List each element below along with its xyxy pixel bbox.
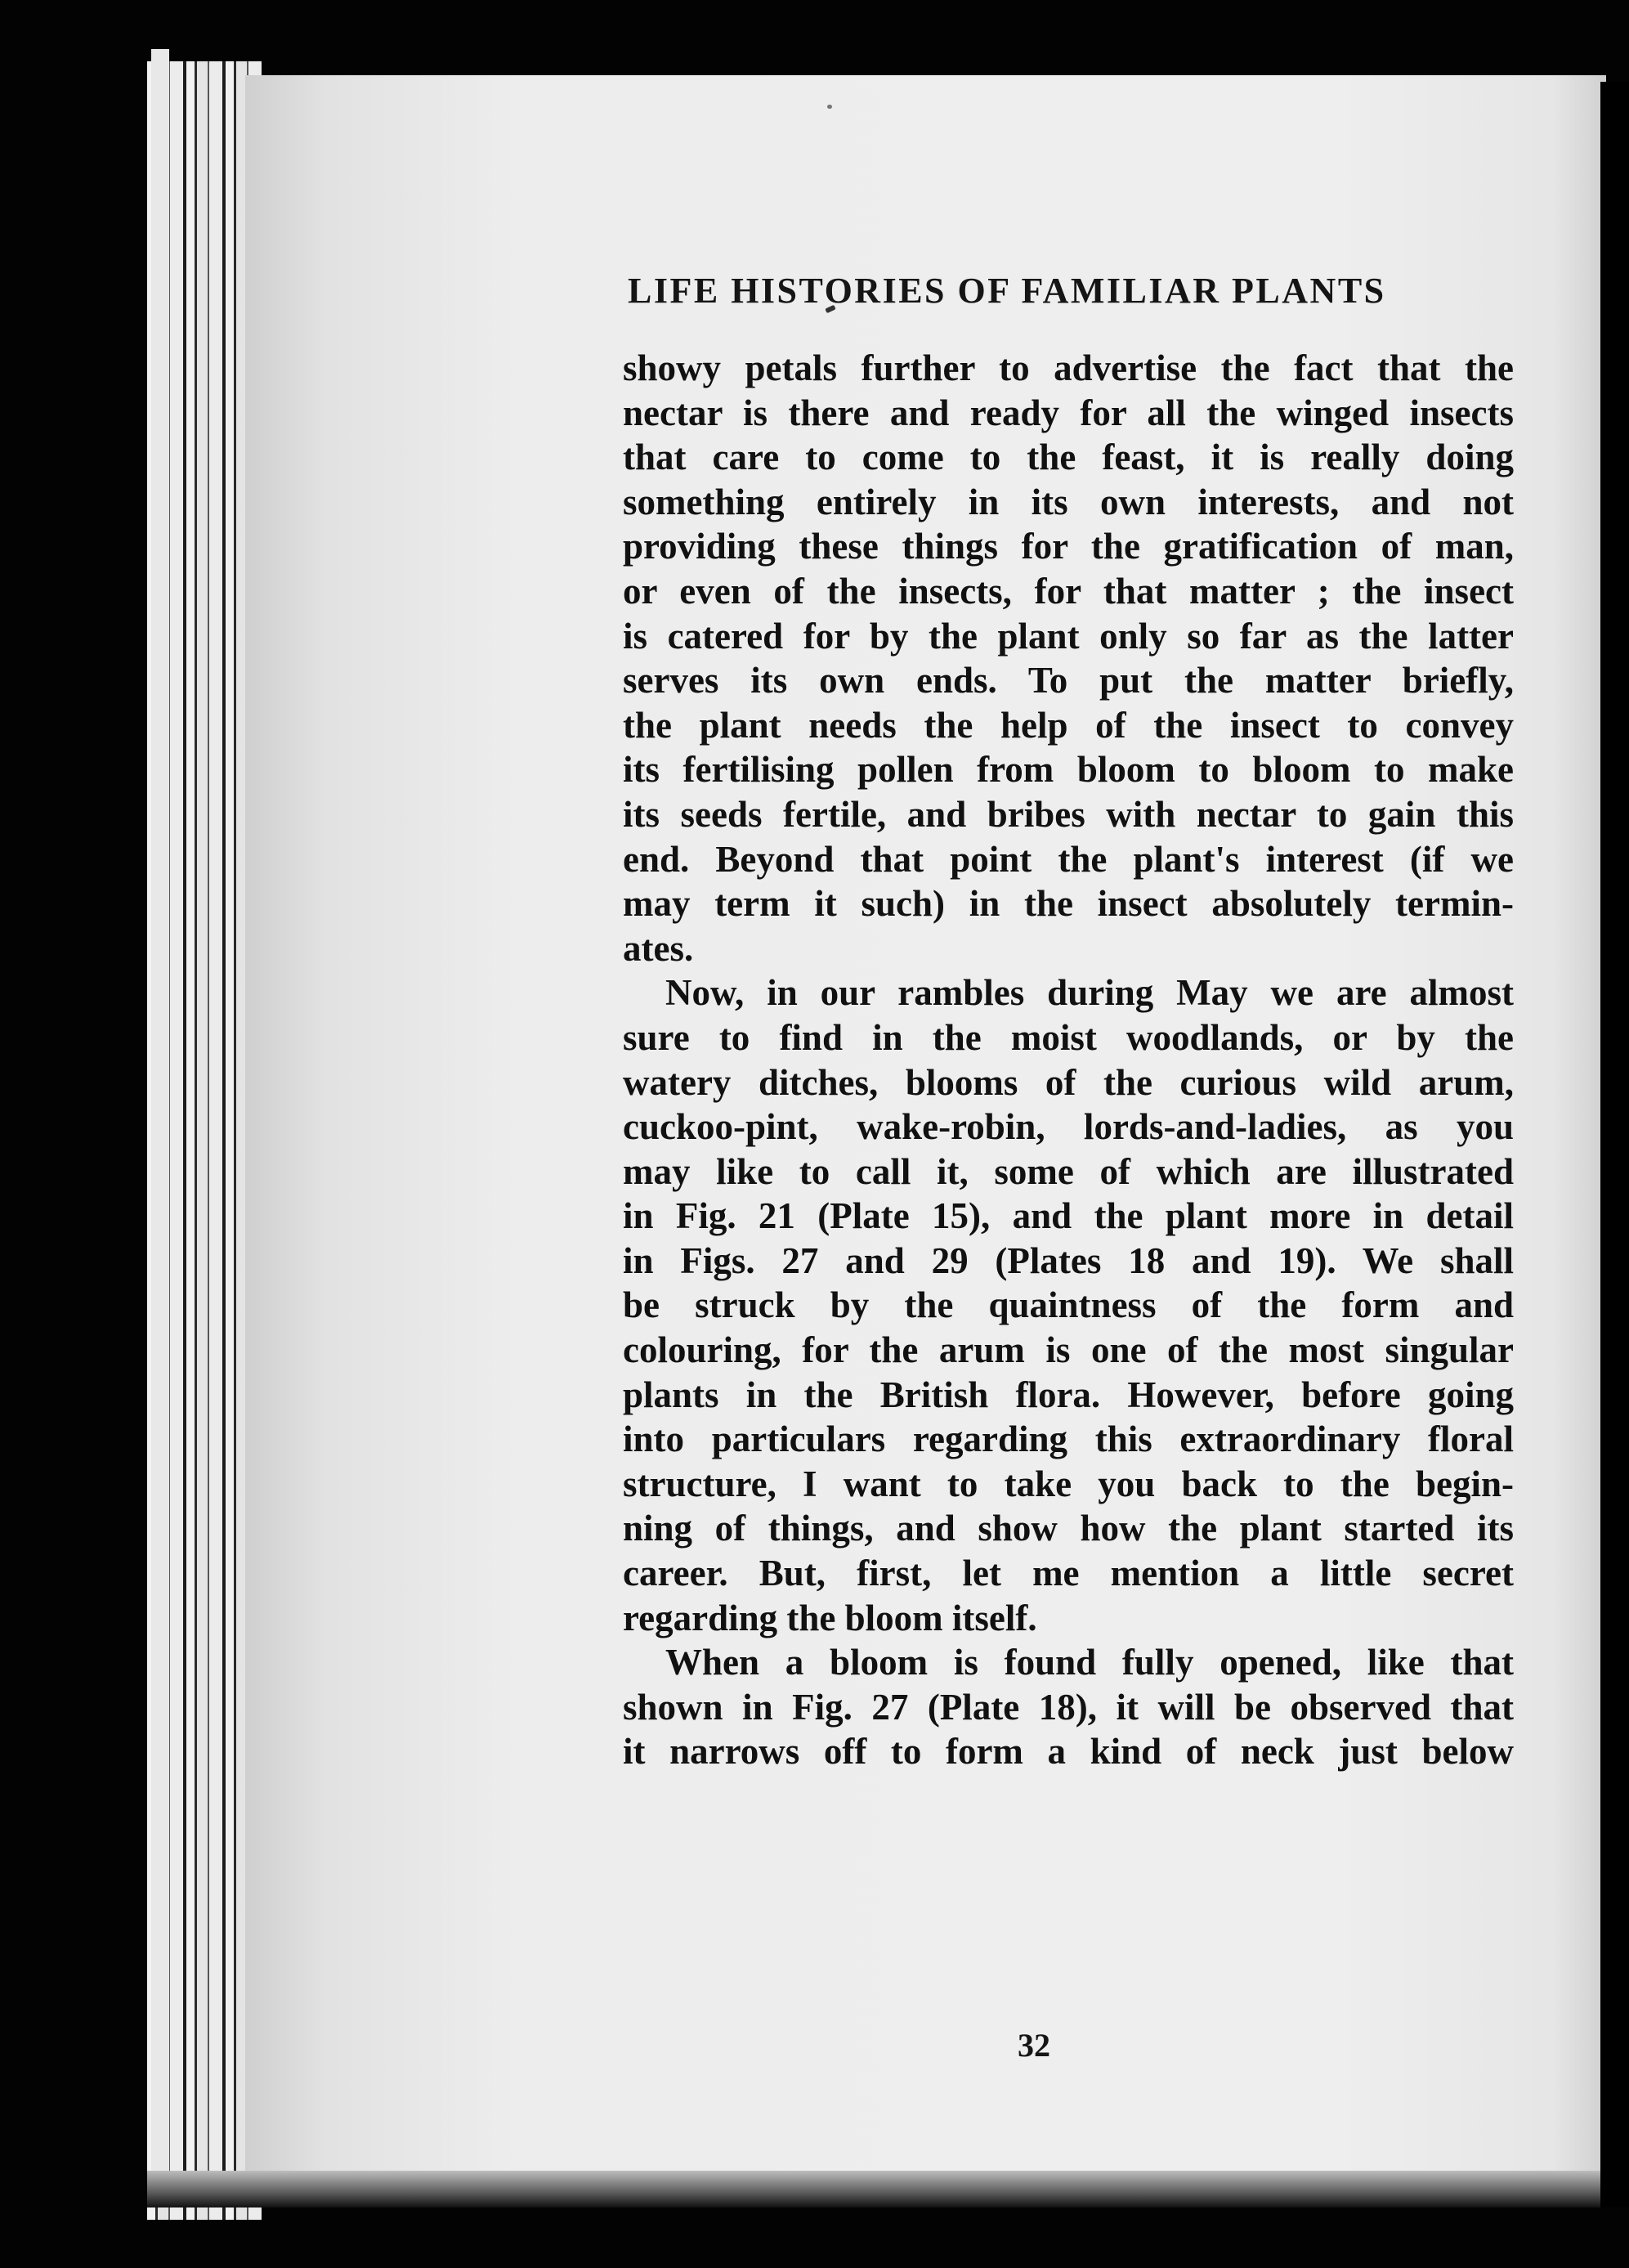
text-line: Now, in our rambles during May we are almost: [665, 972, 1514, 1014]
text-line: watery ditches, blooms of the curious wild arum,: [623, 1061, 1514, 1103]
page-bottom-shadow: [147, 2171, 1618, 2207]
text-line: into particulars regarding this extraordinary floral: [623, 1419, 1514, 1460]
paragraph-2: [623, 970, 1514, 1640]
text-line: that care to come to the feast, it is really doing: [623, 437, 1514, 478]
text-line: it narrows off to form a kind of neck just below: [623, 1731, 1514, 1773]
paragraph-3: [623, 1640, 1514, 1774]
text-line: serves its own ends. To put the matter briefly,: [623, 660, 1514, 701]
text-line: nectar is there and ready for all the winged insects: [623, 392, 1514, 433]
text-line: career. But, first, let me mention a little secret: [623, 1553, 1514, 1594]
text-line: may term it such) in the insect absolutely termin-: [623, 883, 1514, 925]
text-line: colouring, for the arum is one of the most singular: [623, 1329, 1514, 1371]
page-right-edge: [1600, 82, 1629, 2207]
book-outer-edge: [151, 49, 169, 2175]
text-line: is catered for by the plant only so far as the latter: [623, 615, 1514, 657]
running-head: LIFE HISTORIES OF FAMILIAR PLANTS: [628, 271, 1386, 311]
text-line: When a bloom is found fully opened, like that: [665, 1642, 1514, 1683]
page-number: 32: [1018, 2027, 1050, 2064]
text-line: end. Beyond that point the plant's interest (if we: [623, 838, 1514, 880]
text-line: structure, I want to take you back to the begin-: [623, 1463, 1514, 1504]
text-line: regarding the bloom itself.: [623, 1597, 1037, 1638]
text-line: something entirely in its own interests, and not: [623, 481, 1514, 522]
paragraph-1: [623, 346, 1514, 970]
text-line: ates.: [623, 927, 694, 969]
dust-speck: [827, 105, 832, 109]
text-line: may like to call it, some of which are illustrated: [623, 1150, 1514, 1192]
body-text: [623, 346, 1514, 1774]
text-line: providing these things for the gratification of man,: [623, 526, 1514, 567]
text-line: its fertilising pollen from bloom to bloom to make: [623, 749, 1514, 791]
text-line: cuckoo-pint, wake-robin, lords-and-ladies, as you: [623, 1106, 1514, 1148]
text-line: showy petals further to advertise the fact that the: [623, 347, 1514, 388]
text-line: or even of the insects, for that matter ; the insect: [623, 570, 1514, 612]
text-line: be struck by the quaintness of the form and: [623, 1284, 1514, 1326]
text-line: sure to find in the moist woodlands, or by the: [623, 1016, 1514, 1058]
text-line: shown in Fig. 27 (Plate 18), it will be observed that: [623, 1686, 1514, 1728]
text-line: its seeds fertile, and bribes with nectar to gain this: [623, 793, 1514, 835]
text-line: in Fig. 21 (Plate 15), and the plant more in detail: [623, 1195, 1514, 1237]
text-line: ning of things, and show how the plant started its: [623, 1508, 1514, 1549]
text-line: the plant needs the help of the insect to convey: [623, 704, 1514, 746]
text-line: plants in the British flora. However, before going: [623, 1374, 1514, 1415]
text-line: in Figs. 27 and 29 (Plates 18 and 19). We shall: [623, 1239, 1514, 1281]
